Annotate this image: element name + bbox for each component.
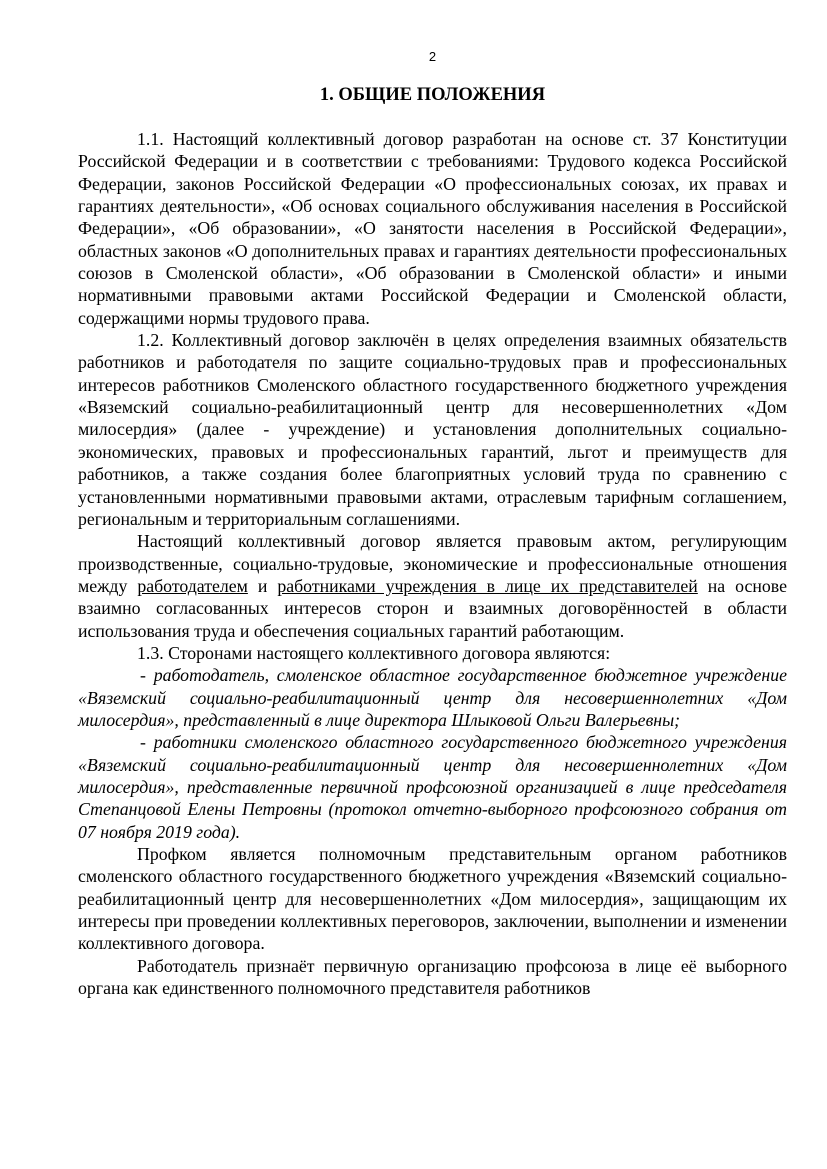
legal-act-text-end: на основе взаимно согласованных интересов сторон и взаимных договорённостей в области использования труда и обеспечения социальных гарантий работающим. [78, 575, 787, 641]
party-employer: - работодатель, смоленское областное государственное бюджетное учреждение «Вяземский социально-реабилитационный центр для несовершеннолетних «Дом милосердия», представленный в лице директора Шлыковой Ольги Валерьевны; [78, 665, 787, 730]
paragraph-1-3: 1.3. Сторонами настоящего коллективного договора являются: [137, 642, 611, 663]
paragraph-legal-act [78, 530, 787, 642]
document-body [78, 128, 787, 999]
paragraph-profkom: Профком является полномочным представительным органом работников смоленского областного государственного бюджетного учреждения «Вяземский социально-реабилитационный центр для несовершеннолетних «Дом милосердия», защищающим их интересы при проведении коллективных переговоров, заключении, выполнении и изменении коллективного договора. [78, 844, 787, 954]
legal-act-text-start: Настоящий коллективный договор является правовым актом, регулирующим производственные, социально-трудовые, экономические и профессиональные отношения между [78, 531, 787, 596]
party-workers: - работники смоленского областного государственного бюджетного учреждения «Вяземский социально-реабилитационный центр для несовершеннолетних «Дом милосердия», представленные первичной профсоюзной организацией в лице председателя Степанцовой Елены Петровны (протокол отчетно-выборного профсоюзного собрания от 07 ноября 2019 года). [78, 732, 787, 842]
legal-act-and: и [247, 575, 278, 596]
paragraph-employer-recognizes: Работодатель признаёт первичную организацию профсоюза в лице её выборного органа как единственного полномочного представителя работников [78, 955, 787, 999]
legal-act-employer: работодателем [137, 575, 248, 596]
paragraph-1-1: 1.1. Настоящий коллективный договор разработан на основе ст. 37 Конституции Российской Федерации и в соответствии с требованиями: Трудового кодекса Российской Федерации, законов Российской Федерации «О профессиональных союзах, их правах и гарантиях деятельности», «Об основах социального обслуживания населения в Российской Федерации», «Об образовании», «О занятости населения в Российской Федерации», областных законов «О дополнительных правах и гарантиях деятельности профессиональных союзов в Смоленской области», «Об образовании в Смоленской области» и иными нормативными правовыми актами Российской Федерации и Смоленской области, содержащими нормы трудового права. [78, 129, 787, 328]
page-number: 2 [428, 49, 437, 64]
section-title: 1. ОБЩИЕ ПОЛОЖЕНИЯ [319, 85, 546, 105]
legal-act-workers: работниками учреждения в лице их представителей [277, 575, 698, 596]
paragraph-1-2: 1.2. Коллективный договор заключён в целях определения взаимных обязательств работников и работодателя по защите социально-трудовых прав и профессиональных интересов работников Смоленского областного государственного бюджетного учреждения «Вяземский социально-реабилитационный центр для несовершеннолетних «Дом милосердия» (далее - учреждение) и установления дополнительных социально-экономических, правовых и профессиональных гарантий, льгот и преимуществ для работников, а также создания более благоприятных условий труда по сравнению с установленными нормативными правовыми актами, отраслевым тарифным соглашением, региональным и территориальным соглашениями. [78, 330, 787, 529]
